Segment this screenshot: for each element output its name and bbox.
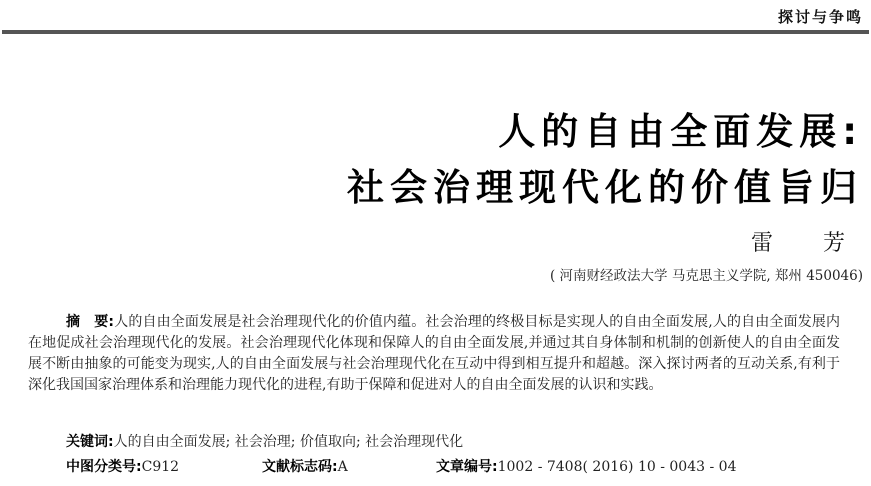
author-name: 雷 芳 [750, 231, 859, 256]
article-number [436, 456, 736, 476]
abstract-text: 人的自由全面发展是社会治理现代化的价值内蕴。社会治理的终极目标是实现人的自由全面发展,人的自由全面发展内在地促成社会治理现代化的发展。社会治理现代化体现和保障人的自由全面发展,并通过其自身体制和机制的创新使人的自由全面发展不断由抽象的可能变为现实,人的自由全面发展与社会治理现代化在互动中得到相互提升和超越。深入探讨两者的互动关系,有利于深化我国国家治理体系和治理能力现代化的进程,有助于保障和促进对人的自由全面发展的认识和实践。 [28, 314, 840, 393]
keywords-label: 关键词: [66, 434, 114, 450]
abstract [28, 312, 840, 396]
keywords [66, 431, 463, 451]
abstract-label: 摘 要: [66, 314, 115, 330]
author-affiliation: ( 河南财经政法大学 马克思主义学院, 郑州 450046) [549, 268, 863, 284]
title-line-1: 人的自由全面发展: [498, 110, 863, 153]
keywords-text: 人的自由全面发展; 社会治理; 价值取向; 社会治理现代化 [113, 434, 464, 450]
clc-label: 中图分类号: [66, 459, 142, 475]
clc-number [66, 456, 179, 476]
document-code [262, 456, 348, 476]
article-number-value: 1002 - 7408( 2016) 10 - 0043 - 04 [497, 459, 737, 475]
document-code-label: 文献标志码: [262, 459, 338, 475]
document-code-value: A [337, 459, 348, 475]
title-line-2: 社会治理现代化的价值旨归 [347, 166, 863, 209]
column-header: 探讨与争鸣 [777, 8, 863, 26]
header-rule [2, 30, 869, 34]
clc-value: C912 [141, 459, 180, 475]
article-number-label: 文章编号: [436, 459, 498, 475]
